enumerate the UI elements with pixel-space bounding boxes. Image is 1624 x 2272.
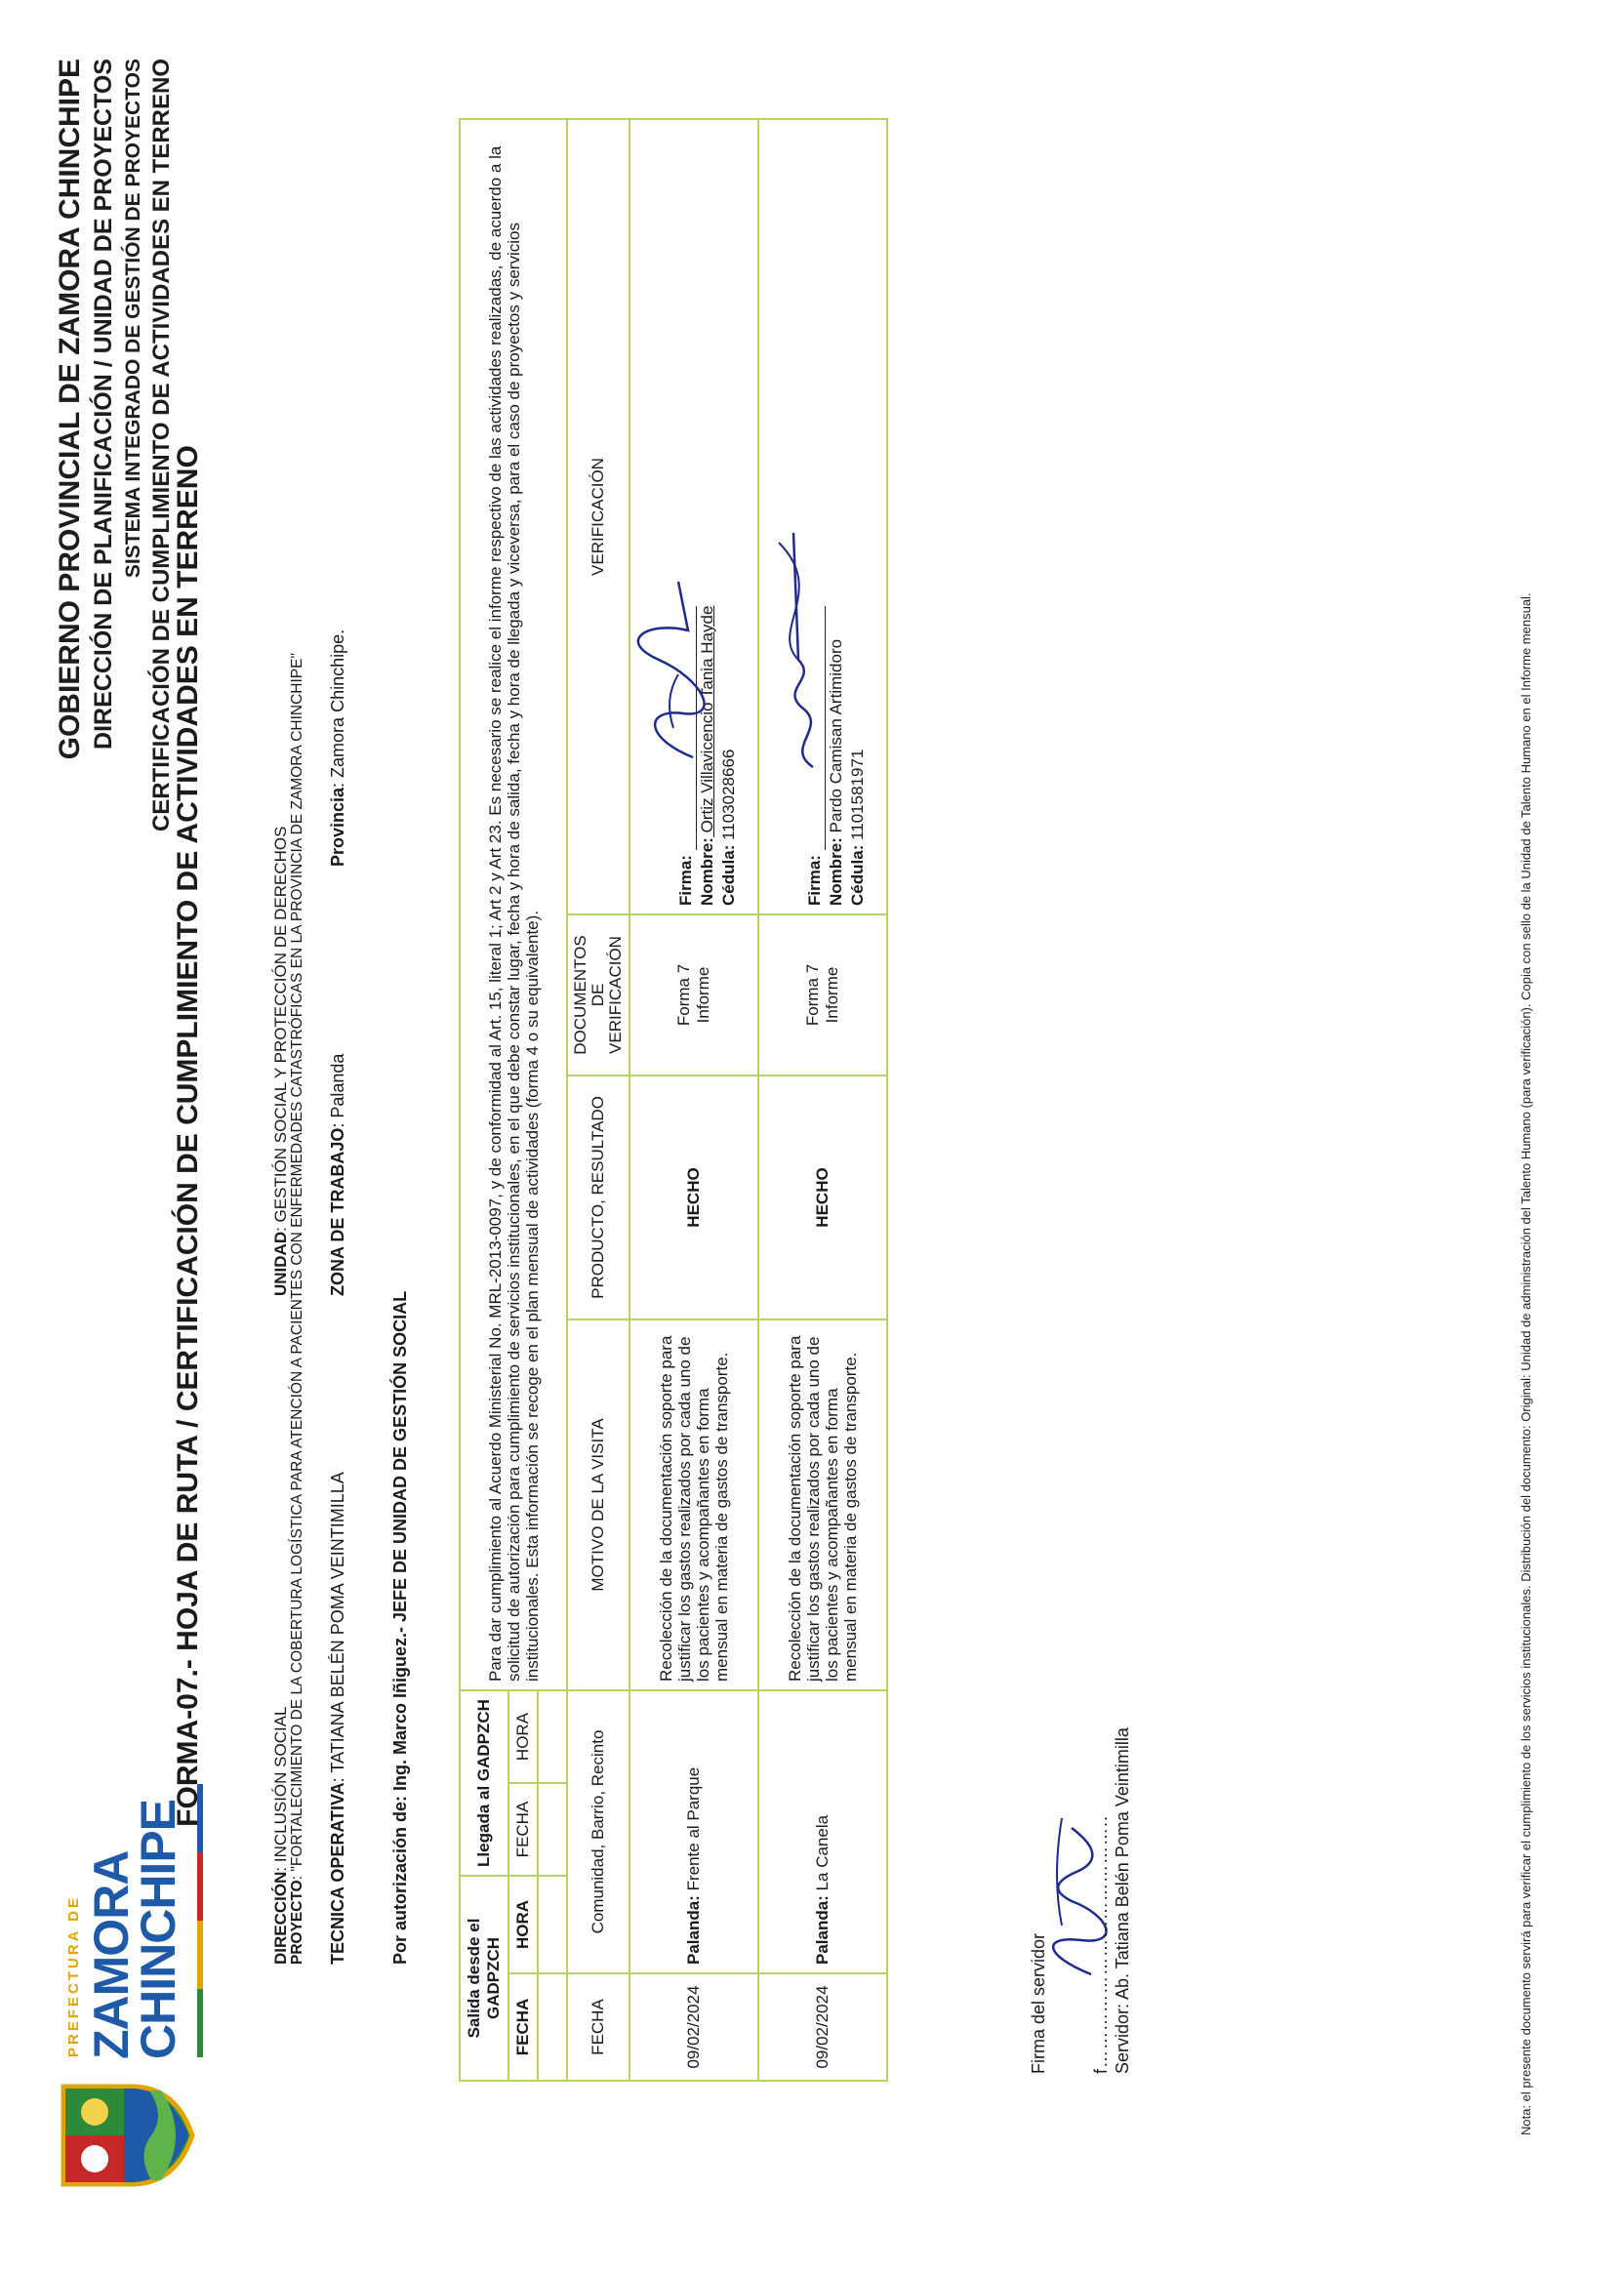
server-signature-box xyxy=(1015,1594,1159,2082)
col-verif-header: VERIFICACIÓN xyxy=(567,119,629,914)
header-system: SISTEMA INTEGRADO DE GESTIÓN DE PROYECTOS xyxy=(122,59,144,579)
row1-doc1: Forma 7 xyxy=(674,963,693,1027)
col-lugar-header: Comunidad, Barrio, Recinto xyxy=(567,1690,629,1973)
zona-label: ZONA DE TRABAJO xyxy=(328,1127,347,1296)
server-signature-line: f………………………………….. xyxy=(1091,1814,1111,2074)
row2-nombre: Pardo Camisan Artimidoro xyxy=(827,638,845,838)
autorizacion-label: Por autorización de xyxy=(390,1801,410,1965)
row2-docs xyxy=(758,914,887,1075)
autorizacion-row xyxy=(390,1291,411,1965)
header-org: GOBIERNO PROVINCIAL DE ZAMORA CHINCHIPE xyxy=(54,59,86,760)
row1-docs xyxy=(629,914,758,1075)
unidad-value: : GESTIÓN SOCIAL Y PROTECCIÓN DE DERECHOS xyxy=(271,826,290,1232)
col-producto-header: PRODUCTO, RESULTADO xyxy=(567,1075,629,1319)
direccion-value: : INCLUSIÓN SOCIAL xyxy=(271,1706,290,1872)
table-row xyxy=(629,119,758,2081)
row2-lugar-bold: Palanda: xyxy=(813,1895,832,1965)
row1-fecha: 09/02/2024 xyxy=(629,1973,758,2081)
row2-cedula-label: Cédula: xyxy=(848,844,867,906)
direccion-row xyxy=(271,1706,291,1965)
row2-doc1: Forma 7 xyxy=(803,963,822,1027)
route-sheet-table xyxy=(459,118,888,2082)
row2-fecha: 09/02/2024 xyxy=(758,1973,887,2081)
col-docs-header: DOCUMENTOS DE VERIFICACIÓN xyxy=(567,914,629,1075)
header-direction: DIRECCIÓN DE PLANIFICACIÓN / UNIDAD DE PROYECTOS xyxy=(90,59,117,750)
provincia-label: Provincia xyxy=(328,787,347,867)
salida-hora-empty xyxy=(538,1876,567,1973)
logo-prefix: PREFECTURA DE xyxy=(65,1895,82,2057)
salida-fecha-header: FECHA xyxy=(508,1973,538,2081)
col-fecha-header: FECHA xyxy=(567,1973,629,2081)
logo-line-chinchipe: CHINCHIPE xyxy=(131,1799,185,2059)
zona-value: : Palanda xyxy=(328,1053,347,1128)
footer-note: Nota: el presente documento servirá para verificar el cumplimiento de los servicios institucionales. Distribución del documento: Original: Unidad de administración del Talento Humano (para verificación). Copia con sello de la Unidad de Talento Humano en el Informe mensual. xyxy=(1519,592,1533,2135)
tecnica-label: TECNICA OPERATIVA xyxy=(328,1782,347,1965)
row1-lugar-text: Frente al Parque xyxy=(684,1766,703,1896)
proyecto-label: PROYECTO xyxy=(289,1880,305,1965)
row1-verificacion xyxy=(629,119,758,914)
tecnica-value: : TATIANA BELÉN POMA VEINTIMILLA xyxy=(328,1472,347,1783)
logo-line-zamora: ZAMORA xyxy=(84,1850,139,2059)
llegada-fecha-empty xyxy=(538,1783,567,1876)
proyecto-value: : "FORTALECIMIENTO DE LA COBERTURA LOGÍSTICA PARA ATENCIÓN A PACIENTES CON ENFERMEDADES CATASTRÓFICAS EN LA PROVINCIA DE ZAMORA CHINCHIPE" xyxy=(289,653,305,1881)
row2-motivo: Recolección de la documentación soporte para justificar los gastos realizados por cada uno de los pacientes y acompañantes en forma mensual en materia de gastos de transporte. xyxy=(758,1319,887,1690)
row1-doc2: Informe xyxy=(694,966,712,1024)
llegada-fecha-header: FECHA xyxy=(508,1783,538,1876)
row2-doc2: Informe xyxy=(823,966,841,1024)
row1-signature-icon xyxy=(634,572,712,767)
unidad-label: UNIDAD xyxy=(271,1231,290,1296)
tecnica-row xyxy=(328,1472,348,1965)
row1-lugar xyxy=(629,1690,758,1973)
row1-nombre: Ortiz Villavicencio Tania Hayde xyxy=(698,605,716,838)
legal-note: Para dar cumplimiento al Acuerdo Ministerial No. MRL-2013-0097, y de conformidad al Art. 15, literal 1; Art 2 y Art 23. Es necesario se realice el informe respectivo de las actividades realizadas, de acuerdo a la solicitud de autorización para cumplimiento de servicios institucionales, en el que debe constar lugar, fecha y hora de salida, fecha y hora de llegada y viceversa, para el caso de proyectos y servicios institucionales. Esta información se recoge en el plan mensual de actividades (forma 4 o su equivalente). xyxy=(460,119,567,1690)
llegada-hora-header: HORA xyxy=(508,1690,538,1783)
row1-nombre-label: Nombre: xyxy=(698,837,716,906)
row2-nombre-label: Nombre: xyxy=(827,837,845,906)
row2-producto: HECHO xyxy=(758,1075,887,1319)
salida-hora-header: HORA xyxy=(508,1876,538,1973)
row1-producto: HECHO xyxy=(629,1075,758,1319)
proyecto-row xyxy=(289,653,306,1965)
llegada-header: Llegada al GADPZCH xyxy=(460,1690,508,1876)
row1-firma-label: Firma: xyxy=(676,855,695,906)
form-title: FORMA-07.- HOJA DE RUTA / CERTIFICACIÓN DE CUMPLIMIENTO DE ACTIVIDADES EN TERRENO xyxy=(172,445,204,1827)
header-subtitle: CERTIFICACIÓN DE CUMPLIMIENTO DE ACTIVIDADES EN TERRENO xyxy=(148,59,175,832)
provincia-row xyxy=(328,629,348,867)
row2-firma-label: Firma: xyxy=(805,855,824,906)
server-signature-label: Firma del servidor xyxy=(1029,1932,1048,2074)
row2-lugar xyxy=(758,1690,887,1973)
row1-cedula: 1103028666 xyxy=(719,749,738,845)
llegada-hora-empty xyxy=(538,1690,567,1783)
server-name: Servidor: Ab. Tatiana Belén Poma Veintimilla xyxy=(1113,1727,1132,2074)
salida-header: Salida desde el GADPZCH xyxy=(460,1876,508,2081)
col-motivo-header: MOTIVO DE LA VISITA xyxy=(567,1319,629,1690)
row2-lugar-text: La Canela xyxy=(813,1814,832,1896)
autorizacion-value: : Ing. Marco Iñiguez.- JEFE DE UNIDAD DE GESTIÓN SOCIAL xyxy=(390,1290,410,1802)
row1-lugar-bold: Palanda: xyxy=(684,1895,703,1965)
row1-cedula-label: Cédula: xyxy=(719,844,738,906)
row2-signature-icon xyxy=(759,523,837,777)
table-row xyxy=(758,119,887,2081)
salida-fecha-empty xyxy=(538,1973,567,2081)
zona-row xyxy=(328,1054,348,1296)
row2-cedula: 1101581971 xyxy=(848,749,867,845)
provincia-value: : Zamora Chinchipe. xyxy=(328,629,347,788)
unidad-row xyxy=(271,827,291,1296)
row2-verificacion xyxy=(758,119,887,914)
row1-motivo: Recolección de la documentación soporte para justificar los gastos realizados por cada uno de los pacientes y acompañantes en forma mensual en materia de gastos de transporte. xyxy=(629,1319,758,1690)
direccion-label: DIRECCIÓN xyxy=(271,1871,290,1965)
